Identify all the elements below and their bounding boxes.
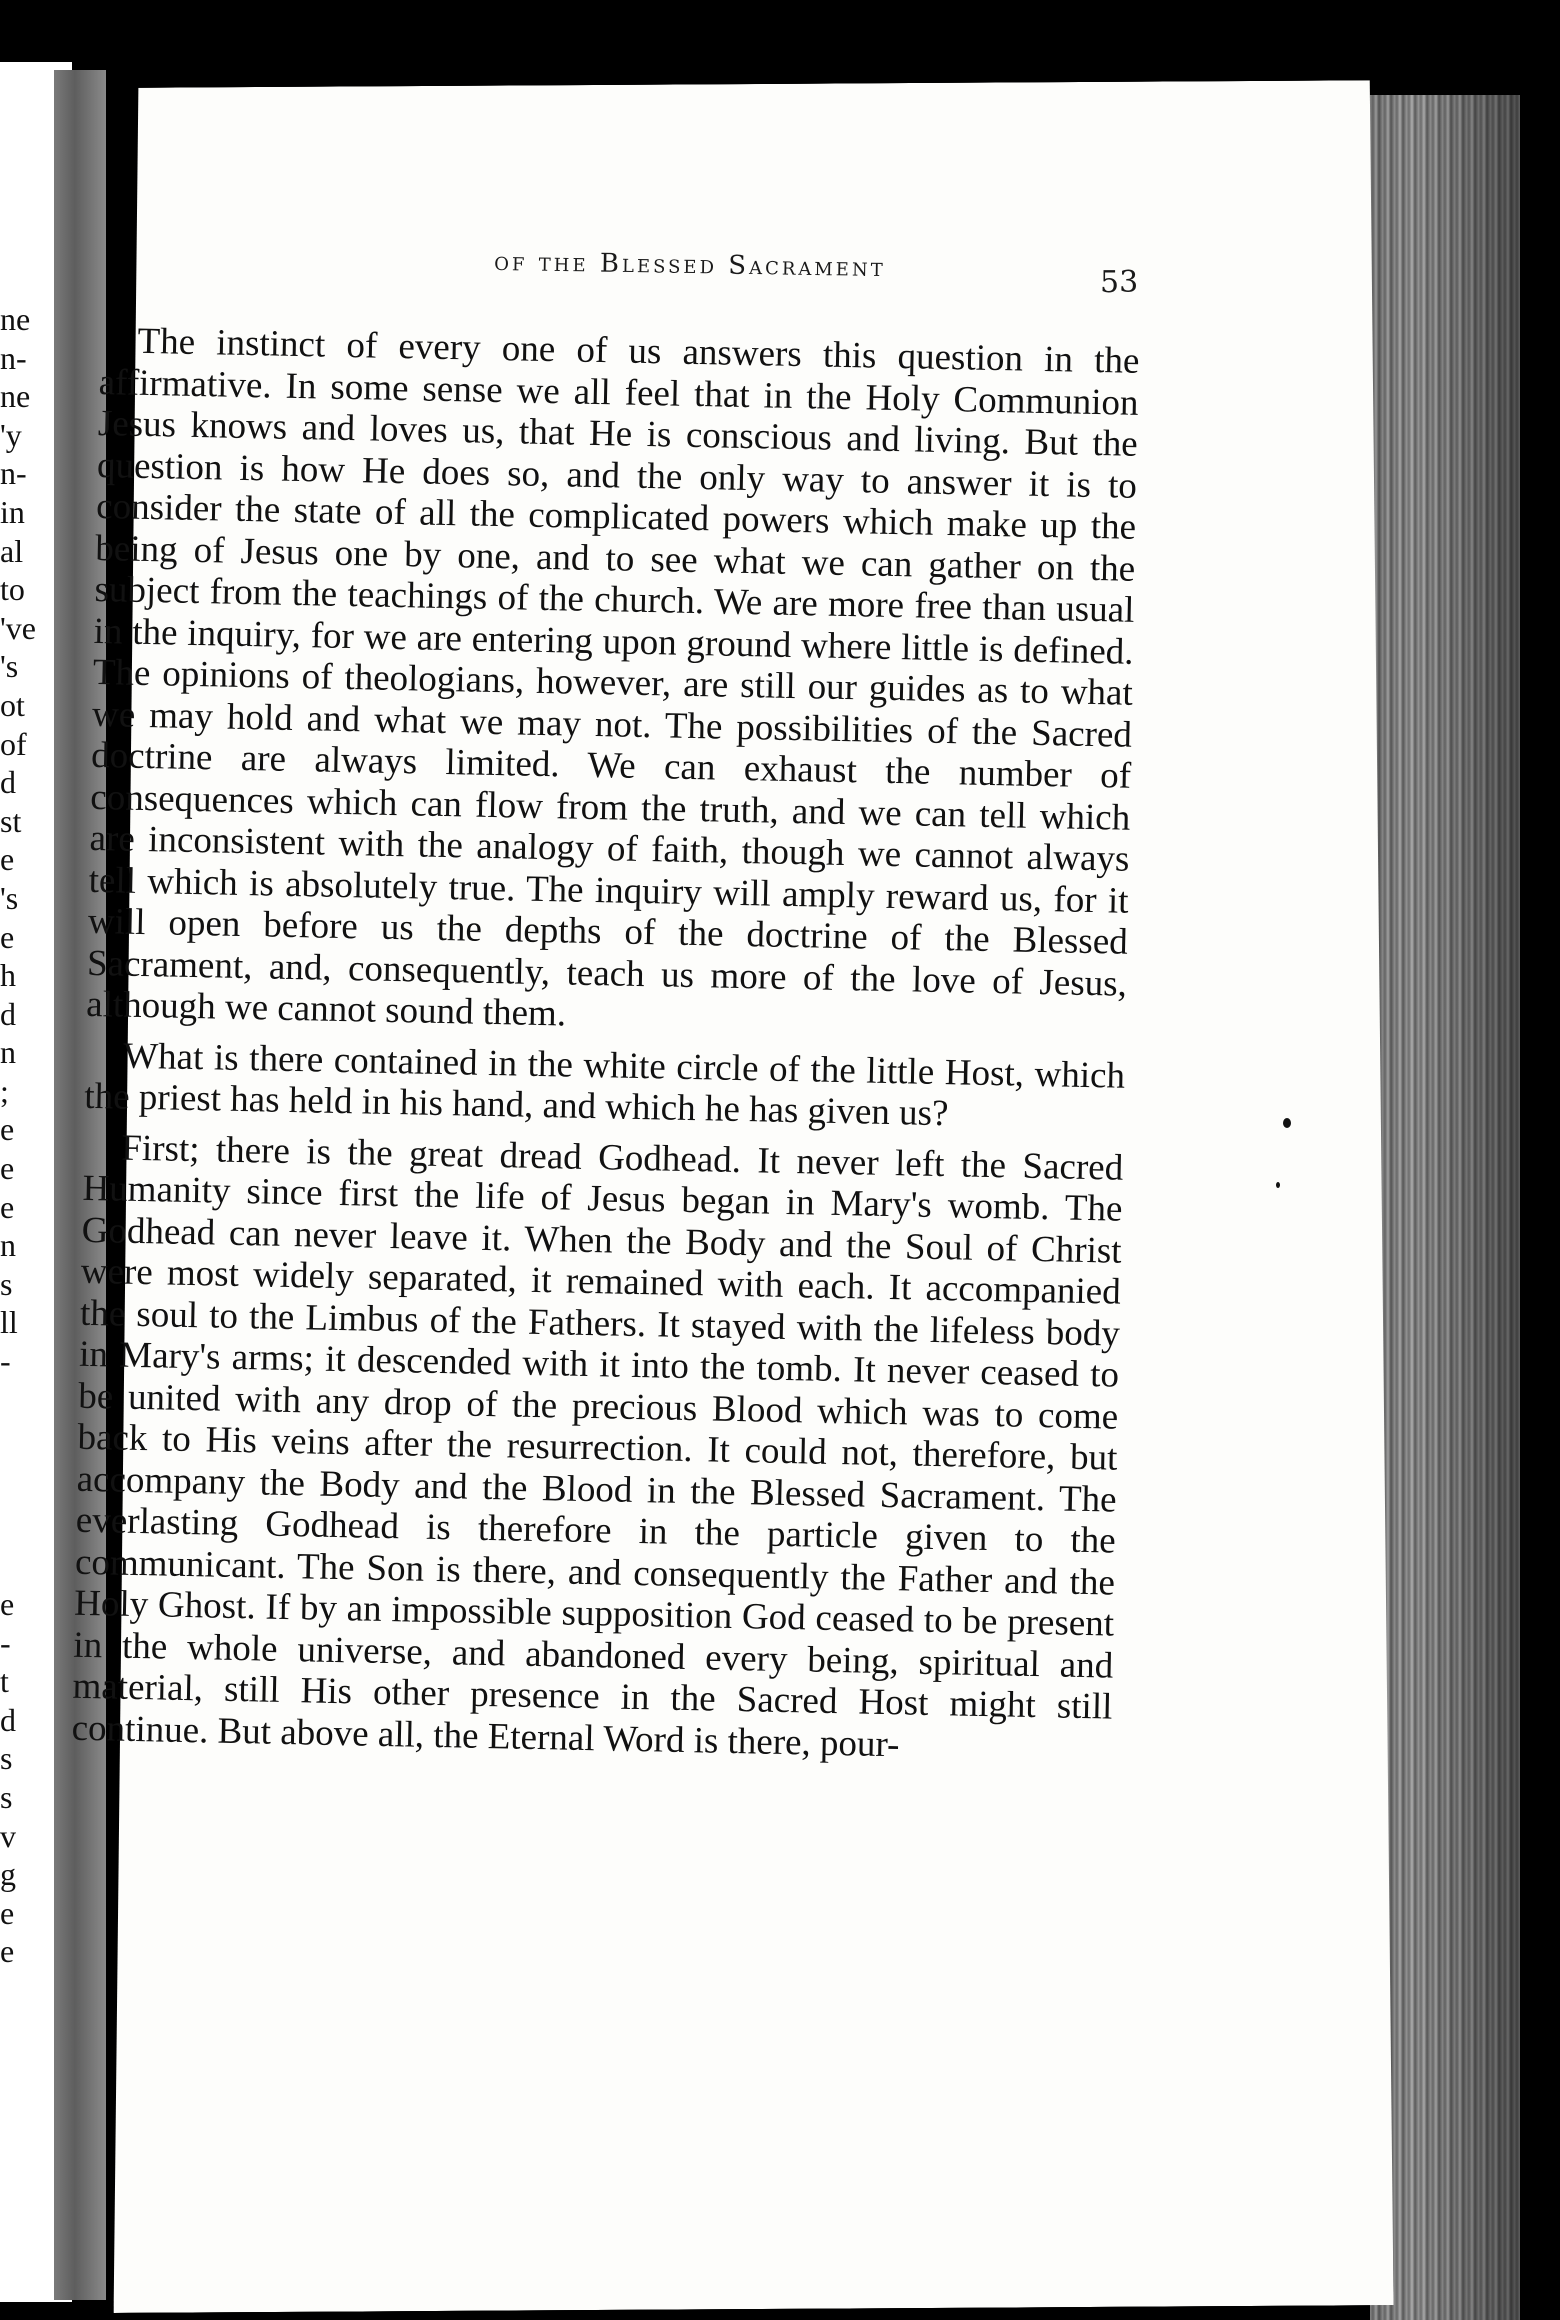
paragraph-2: What is there contained in the white circle of the little Host, which the priest has held in his hand, and which he has given us? xyxy=(84,1035,1126,1135)
running-head: of the Blessed Sacrament xyxy=(494,246,886,284)
facing-page-fragments: ne n- ne 'y n- in al to 've 's ot of d st e 's e h d n ; e e e n s ll - xyxy=(0,301,36,1380)
paragraph-1: The instinct of every one of us answers this question in the affirmative. In some sense we all feel that in the Holy Communion Jesus knows and loves us, that He is conscious and living. But the question is how He does so, and the only way to answer it is to consider the state of all the complicated powers which make up the being of Jesus one by one, and to see what we can gather on the subject from the teachings of the church. We are more free than usual in the inquiry, for we are entering upon ground where little is defined. The opinions of theologians, however, are still our guides as to what we may hold and what we may not. The possibilities of the Sacred doctrine are always limited. We can exhaust the number of consequences which can flow from the truth, and we can tell which are inconsistent with the analogy of faith, though we cannot always tell which is absolutely true. The inquiry will amply reward us, for it will open before us the depths of the doctrine of the Blessed Sacrament, and, consequently, teach us more of the love of Jesus, although we cannot sound them. xyxy=(85,320,1140,1035)
speck-mark-small xyxy=(1276,1182,1280,1188)
facing-page-fragments-lower: e - t d s s v g e e xyxy=(0,1586,16,1970)
speck-mark xyxy=(1283,1118,1291,1128)
body-text xyxy=(71,320,1139,1770)
page-number: 53 xyxy=(1100,265,1139,300)
paragraph-3: First; there is the great dread Godhead. It never left the Sacred Humanity since first the life of Jesus began in Mary's womb. The Godhead can never leave it. When the Body and the Soul of Christ were most widely separated, it remained with each. It accompanied the soul to the Limbus of the Fathers. It stayed with the lifeless body in Mary's arms; it descended with it into the tomb. It never ceased to be united with any drop of the precious Blood which was to come back to His veins after the resurrection. It could not, therefore, but accompany the Body and the Blood in the Blessed Sacrament. The everlasting Godhead is therefore in the particle given to the communicant. The Son is there, and consequently the Father and the Holy Ghost. If by an impossible supposition God ceased to be present in the whole universe, and abandoned every being, spiritual and material, still His other presence in the Sacred Host might still continue. But above all, the Eternal Word is there, pour- xyxy=(71,1127,1124,1765)
page-edges xyxy=(1370,95,1520,2320)
